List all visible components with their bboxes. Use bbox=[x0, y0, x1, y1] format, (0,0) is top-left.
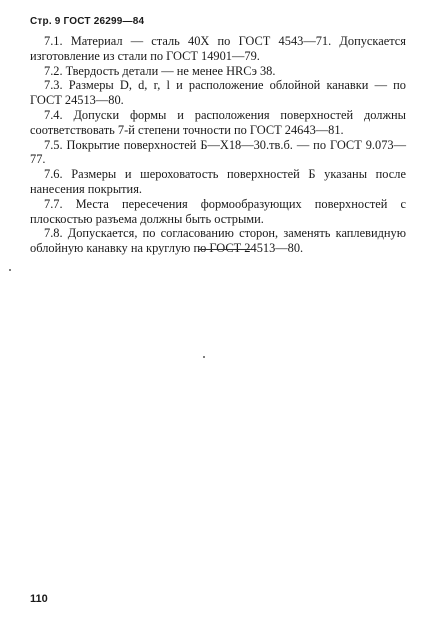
paragraph-7-6: 7.6. Размеры и шероховатость поверхностей Б указаны после нанесения покрытия. bbox=[30, 167, 406, 196]
page-header: Стр. 9 ГОСТ 26299—84 bbox=[30, 16, 145, 27]
paragraph-7-7: 7.7. Места пересечения формообразующих поверхностей с плоскостью разъема должны быть острыми. bbox=[30, 196, 406, 226]
scan-speck bbox=[203, 356, 205, 358]
page-number: 110 bbox=[30, 593, 48, 605]
scan-speck bbox=[9, 269, 11, 271]
paragraph-7-8: 7.8. Допускается, по согласованию сторон, заменять каплевидную облойную канавку на круглую по ГОСТ 24513—80. bbox=[30, 226, 406, 256]
document-body bbox=[30, 34, 406, 256]
paragraph-7-3: 7.3. Размеры D, d, r, l и расположение облойной канавки — по ГОСТ 24513—80. bbox=[30, 78, 406, 108]
section-end-rule bbox=[199, 249, 251, 250]
paragraph-7-4: 7.4. Допуски формы и расположения поверхностей должны соответствовать 7-й степени точности по ГОСТ 24643—81. bbox=[30, 107, 406, 137]
paragraph-7-1: 7.1. Материал — сталь 40Х по ГОСТ 4543—71. Допускается изготовление из стали по ГОСТ 14901—79. bbox=[30, 34, 406, 63]
paragraph-7-5: 7.5. Покрытие поверхностей Б—Х18—30.тв.б. — по ГОСТ 9.073—77. bbox=[30, 137, 406, 167]
paragraph-7-2: 7.2. Твердость детали — не менее HRCэ 38. bbox=[44, 63, 276, 78]
